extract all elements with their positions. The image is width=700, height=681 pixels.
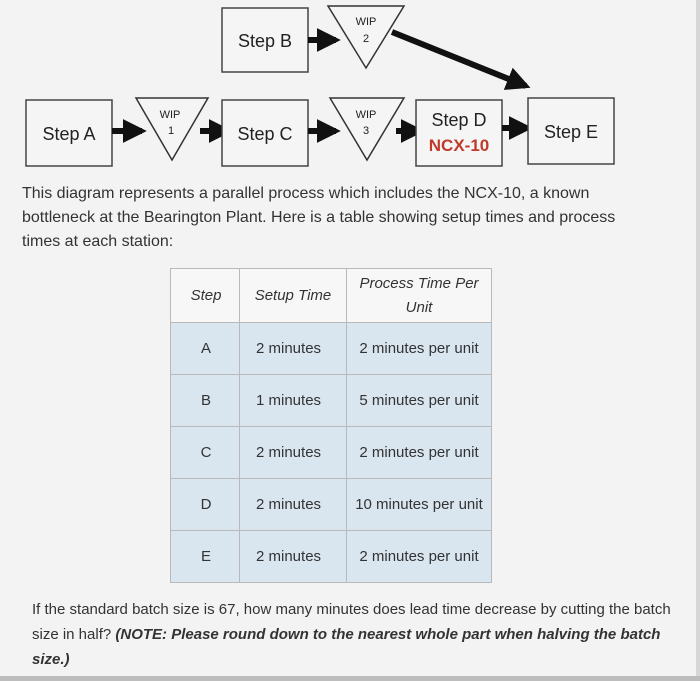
process-time-cell: 2 minutes per unit	[347, 427, 492, 479]
step-c-node	[222, 100, 308, 166]
table-row	[171, 323, 492, 375]
process-time-cell: 5 minutes per unit	[347, 375, 492, 427]
step-c-label: Step C	[237, 124, 293, 144]
setup-time-cell: 2 minutes	[240, 427, 347, 479]
process-time-cell: 10 minutes per unit	[347, 479, 492, 531]
wip-2-label: WIP	[355, 16, 377, 28]
step-b-node	[222, 8, 308, 72]
table-row	[171, 479, 492, 531]
table-row	[171, 375, 492, 427]
step-d-label: Step D	[431, 110, 487, 130]
header-process-time: Process Time Per Unit	[347, 269, 492, 323]
question-note: (NOTE: Please round down to the nearest whole part when halving the batch size.)	[32, 626, 661, 668]
step-a-label: Step A	[42, 124, 96, 144]
wip-3-label: WIP	[355, 109, 377, 121]
step-d-node	[416, 100, 502, 166]
header-step: Step	[171, 269, 240, 323]
header-setup-time: Setup Time	[240, 269, 347, 323]
table-row	[171, 531, 492, 583]
table-row	[171, 427, 492, 479]
setup-time-cell: 1 minutes	[240, 375, 347, 427]
arrow-wip2-to-step-e	[392, 32, 526, 86]
step-e-node	[528, 98, 614, 164]
wip-1-label: WIP	[159, 109, 181, 121]
wip-3-number: 3	[362, 125, 370, 137]
wip-2-number: 2	[362, 33, 370, 45]
page-bottom-edge	[0, 676, 700, 681]
step-e-label: Step E	[543, 122, 599, 142]
setup-process-time-table	[170, 268, 492, 583]
step-a-node	[26, 100, 112, 166]
setup-time-cell: 2 minutes	[240, 531, 347, 583]
step-cell: B	[171, 375, 240, 427]
step-d-ncx-label: NCX-10	[428, 136, 490, 155]
question-paragraph	[32, 597, 672, 672]
step-cell: D	[171, 479, 240, 531]
step-cell: E	[171, 531, 240, 583]
wip-2-triangle	[328, 6, 404, 68]
step-cell: A	[171, 323, 240, 375]
question-text: If the standard batch size is 67, how many minutes does lead time decrease by cutting the batch size in half?	[32, 601, 671, 643]
wip-1-triangle	[136, 98, 208, 160]
process-time-cell: 2 minutes per unit	[347, 531, 492, 583]
setup-time-cell: 2 minutes	[240, 323, 347, 375]
intro-paragraph: This diagram represents a parallel process which includes the NCX-10, a known bottleneck at the Bearington Plant. Here is a table showing setup times and process times at each station:	[22, 185, 616, 250]
step-cell: C	[171, 427, 240, 479]
step-b-label: Step B	[237, 31, 293, 51]
process-time-cell: 2 minutes per unit	[347, 323, 492, 375]
table-header-row	[171, 269, 492, 323]
process-flow-diagram	[0, 0, 700, 180]
wip-1-number: 1	[167, 125, 175, 137]
setup-time-cell: 2 minutes	[240, 479, 347, 531]
wip-3-triangle	[330, 98, 404, 160]
